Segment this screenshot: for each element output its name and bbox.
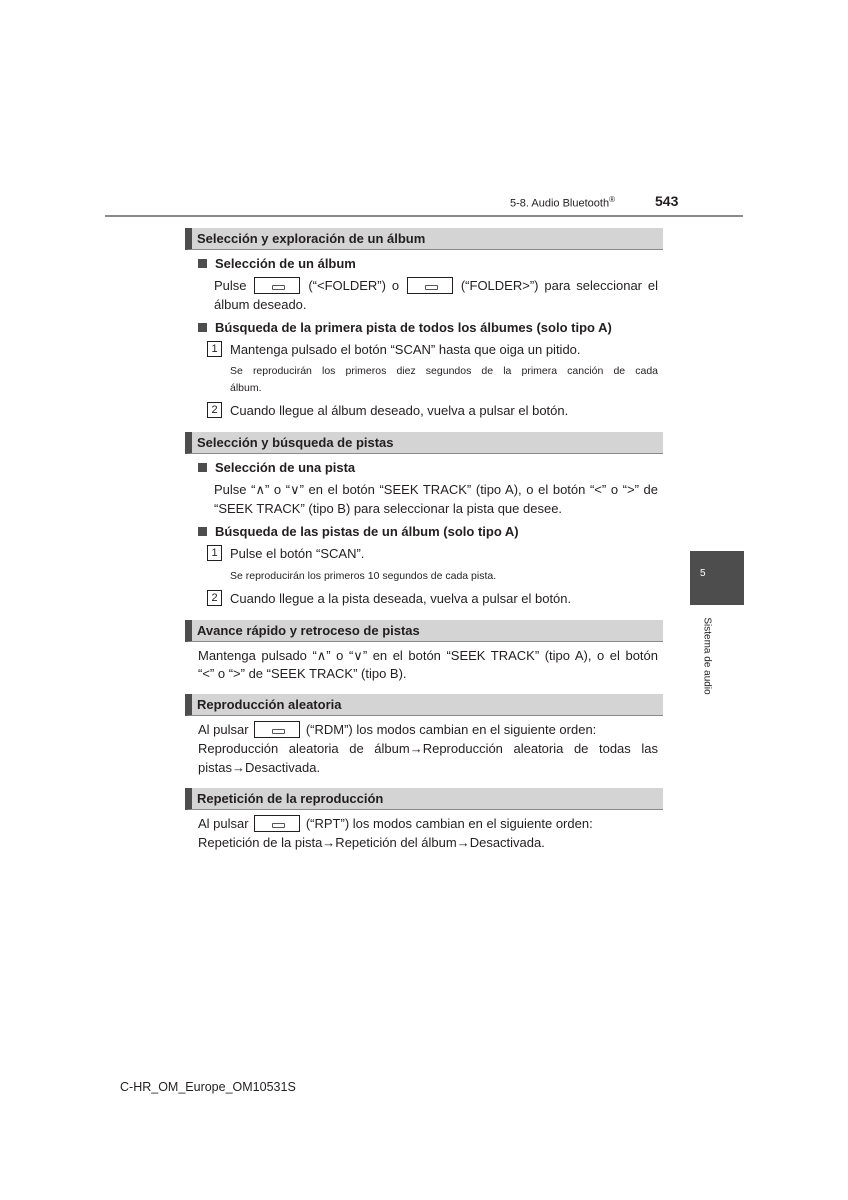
repeat-line-2: Repetición de la pista→Repetición del álbum→Desactivada. <box>198 835 545 850</box>
square-bullet-icon <box>198 259 207 268</box>
random-line-1 <box>198 720 596 739</box>
album-select-text-2: álbum deseado. <box>214 297 307 312</box>
rpt-button-icon <box>254 815 300 832</box>
section-title-random: Reproducción aleatoria <box>197 697 342 712</box>
header-rule <box>105 215 743 217</box>
track-select-line-2: “SEEK TRACK” (tipo B) para seleccionar la pista que desee. <box>214 501 563 516</box>
registered-mark: ® <box>609 195 615 204</box>
step-text-1: Mantenga pulsado el botón “SCAN” hasta que oiga un pitido. <box>230 342 581 357</box>
chapter-number: 5 <box>700 568 706 579</box>
album-select-text <box>214 276 658 295</box>
document-code: C-HR_OM_Europe_OM10531S <box>120 1080 296 1094</box>
text-folder-forward: (“FOLDER>”) para seleccionar el <box>460 278 659 293</box>
running-header <box>510 195 615 210</box>
subheading-text: Selección de una pista <box>215 460 356 475</box>
subheading-album-search <box>198 318 612 337</box>
fastforward-line-1 <box>198 646 658 665</box>
page-number: 543 <box>655 193 679 209</box>
step-number-2: 2 <box>207 402 222 418</box>
step-number-1: 1 <box>207 545 222 561</box>
section-header-fastforward <box>185 620 663 642</box>
text-folder-back: (“<FOLDER”) o <box>308 278 400 293</box>
subheading-track-search <box>198 522 519 541</box>
step-number-1: 1 <box>207 341 222 357</box>
note-line-2: álbum. <box>230 382 262 394</box>
note-text: Se reproducirán los primeros diez segundos de la primera canción de cada <box>230 365 658 377</box>
section-header-random <box>185 694 663 716</box>
section-title-fastforward: Avance rápido y retroceso de pistas <box>197 623 420 638</box>
step-text-2: Cuando llegue al álbum deseado, vuelva a pulsar el botón. <box>230 403 569 418</box>
square-bullet-icon <box>198 323 207 332</box>
subheading-track-select <box>198 458 355 477</box>
track-select-text: Pulse “∧” o “∨” en el botón “SEEK TRACK” (tipo A), o el botón “<” o “>” de <box>214 482 658 497</box>
subheading-text: Selección de un álbum <box>215 256 356 271</box>
section-header-repeat <box>185 788 663 810</box>
step-number-2: 2 <box>207 590 222 606</box>
text-al-pulsar: Al pulsar <box>198 816 249 831</box>
track-select-line-1 <box>214 480 658 499</box>
random-text: Reproducción aleatoria de álbum→Reproducción aleatoria de todas las <box>198 741 658 756</box>
text-rpt: (“RPT”) los modos cambian en el siguiente orden: <box>305 816 593 831</box>
rdm-button-icon <box>254 721 300 738</box>
text-al-pulsar: Al pulsar <box>198 722 249 737</box>
folder-forward-button-icon <box>407 277 453 294</box>
repeat-line-1 <box>198 814 593 833</box>
fastforward-line-2: “<” o “>” de “SEEK TRACK” (tipo B). <box>198 666 407 681</box>
note-line-1 <box>230 363 658 380</box>
subheading-album-select <box>198 254 356 273</box>
text-rdm: (“RDM”) los modos cambian en el siguiente orden: <box>305 722 597 737</box>
step-text-1: Pulse el botón “SCAN”. <box>230 546 365 561</box>
fastforward-text: Mantenga pulsado “∧” o “∨” en el botón “SEEK TRACK” (tipo A), o el botón <box>198 648 658 663</box>
subheading-text: Búsqueda de la primera pista de todos los álbumes (solo tipo A) <box>215 320 612 335</box>
section-title-repeat: Repetición de la reproducción <box>197 791 384 806</box>
folder-back-button-icon <box>254 277 300 294</box>
section-title-tracks: Selección y búsqueda de pistas <box>197 435 394 450</box>
square-bullet-icon <box>198 463 207 472</box>
text-pulse: Pulse <box>214 278 247 293</box>
chapter-label: Sistema de audio <box>701 617 713 695</box>
random-line-3: pistas→Desactivada. <box>198 760 321 775</box>
section-header-tracks <box>185 432 663 454</box>
subheading-text: Búsqueda de las pistas de un álbum (solo tipo A) <box>215 524 519 539</box>
step-text-2: Cuando llegue a la pista deseada, vuelva a pulsar el botón. <box>230 591 572 606</box>
note-line: Se reproducirán los primeros 10 segundos de cada pista. <box>230 570 497 582</box>
section-header-album <box>185 228 663 250</box>
section-title: 5-8. Audio Bluetooth <box>510 197 610 210</box>
section-title-album: Selección y exploración de un álbum <box>197 231 426 246</box>
random-line-2 <box>198 739 658 758</box>
square-bullet-icon <box>198 527 207 536</box>
chapter-tab <box>690 551 744 605</box>
